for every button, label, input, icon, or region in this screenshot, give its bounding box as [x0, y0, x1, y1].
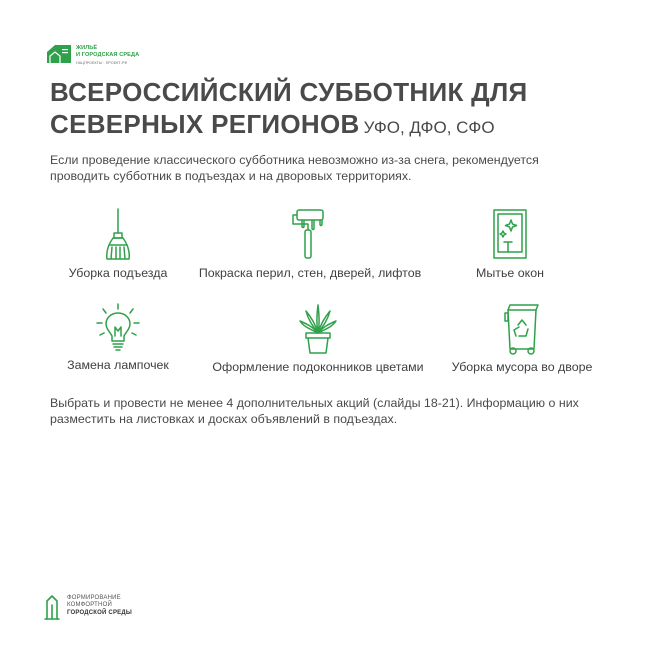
action-item-stairwell-cleaning: [48, 207, 188, 280]
title-line-2-text: СЕВЕРНЫХ РЕГИОНОВ: [50, 109, 360, 139]
bottom-logo-line-3: ГОРОДСКОЙ СРЕДЫ: [67, 609, 132, 616]
action-label: Покраска перил, стен, дверей, лифтов: [198, 266, 422, 280]
page-title: [50, 76, 610, 144]
outro-line-1: Выбрать и провести не менее 4 дополнительных акций (слайды 18-21). Информацию о них: [50, 396, 579, 410]
outro-paragraph: [50, 395, 610, 427]
logo-title-line-1: ЖИЛЬЁ: [76, 45, 98, 51]
potted-plant-icon: [298, 303, 338, 355]
action-item-painting: [190, 207, 430, 280]
action-item-yard-trash: [442, 303, 602, 374]
comfortable-city-logo: [44, 591, 132, 621]
title-line-2: [50, 108, 610, 144]
action-item-bulb-replacement: [48, 303, 188, 372]
action-item-window-washing: [445, 207, 575, 280]
action-item-windowsill-flowers: [198, 303, 438, 374]
logo-subtitle: НАЦПРОЕКТЫ · ПРОЕКТ-РФ: [76, 61, 128, 66]
bottom-logo-line-1: ФОРМИРОВАНИЕ: [67, 594, 121, 601]
action-label: Уборка мусора во дворе: [451, 360, 593, 374]
action-label: Мытье окон: [476, 266, 544, 280]
intro-line-2: проводить субботник в подъездах и на дворовых территориях.: [50, 169, 412, 183]
outro-line-2: разместить на листовках и досках объявлений в подъездах.: [50, 412, 398, 426]
action-label: Замена лампочек: [67, 358, 169, 372]
comfortable-city-logo-icon: [44, 591, 60, 621]
window-cleaning-icon: [490, 207, 530, 261]
bottom-logo-line-2: КОМФОРТНОЙ: [67, 602, 112, 609]
title-regions: УФО, ДФО, СФО: [363, 118, 495, 137]
paint-roller-icon: [290, 207, 330, 261]
intro-paragraph: [50, 152, 610, 184]
action-label: Оформление подоконников цветами: [212, 360, 424, 374]
action-label: Уборка подъезда: [68, 266, 168, 280]
intro-line-1: Если проведение классического субботника невозможно из-за снега, рекомендуется: [50, 153, 539, 167]
title-line-1: ВСЕРОССИЙСКИЙ СУББОТНИК ДЛЯ: [50, 77, 528, 107]
logo-title-line-2: И ГОРОДСКАЯ СРЕДА: [76, 51, 140, 58]
light-bulb-icon: [95, 303, 141, 353]
broom-icon: [98, 207, 138, 261]
housing-environment-logo: [46, 44, 139, 66]
housing-environment-logo-icon: [46, 44, 72, 64]
recycling-bin-icon: [502, 303, 542, 355]
